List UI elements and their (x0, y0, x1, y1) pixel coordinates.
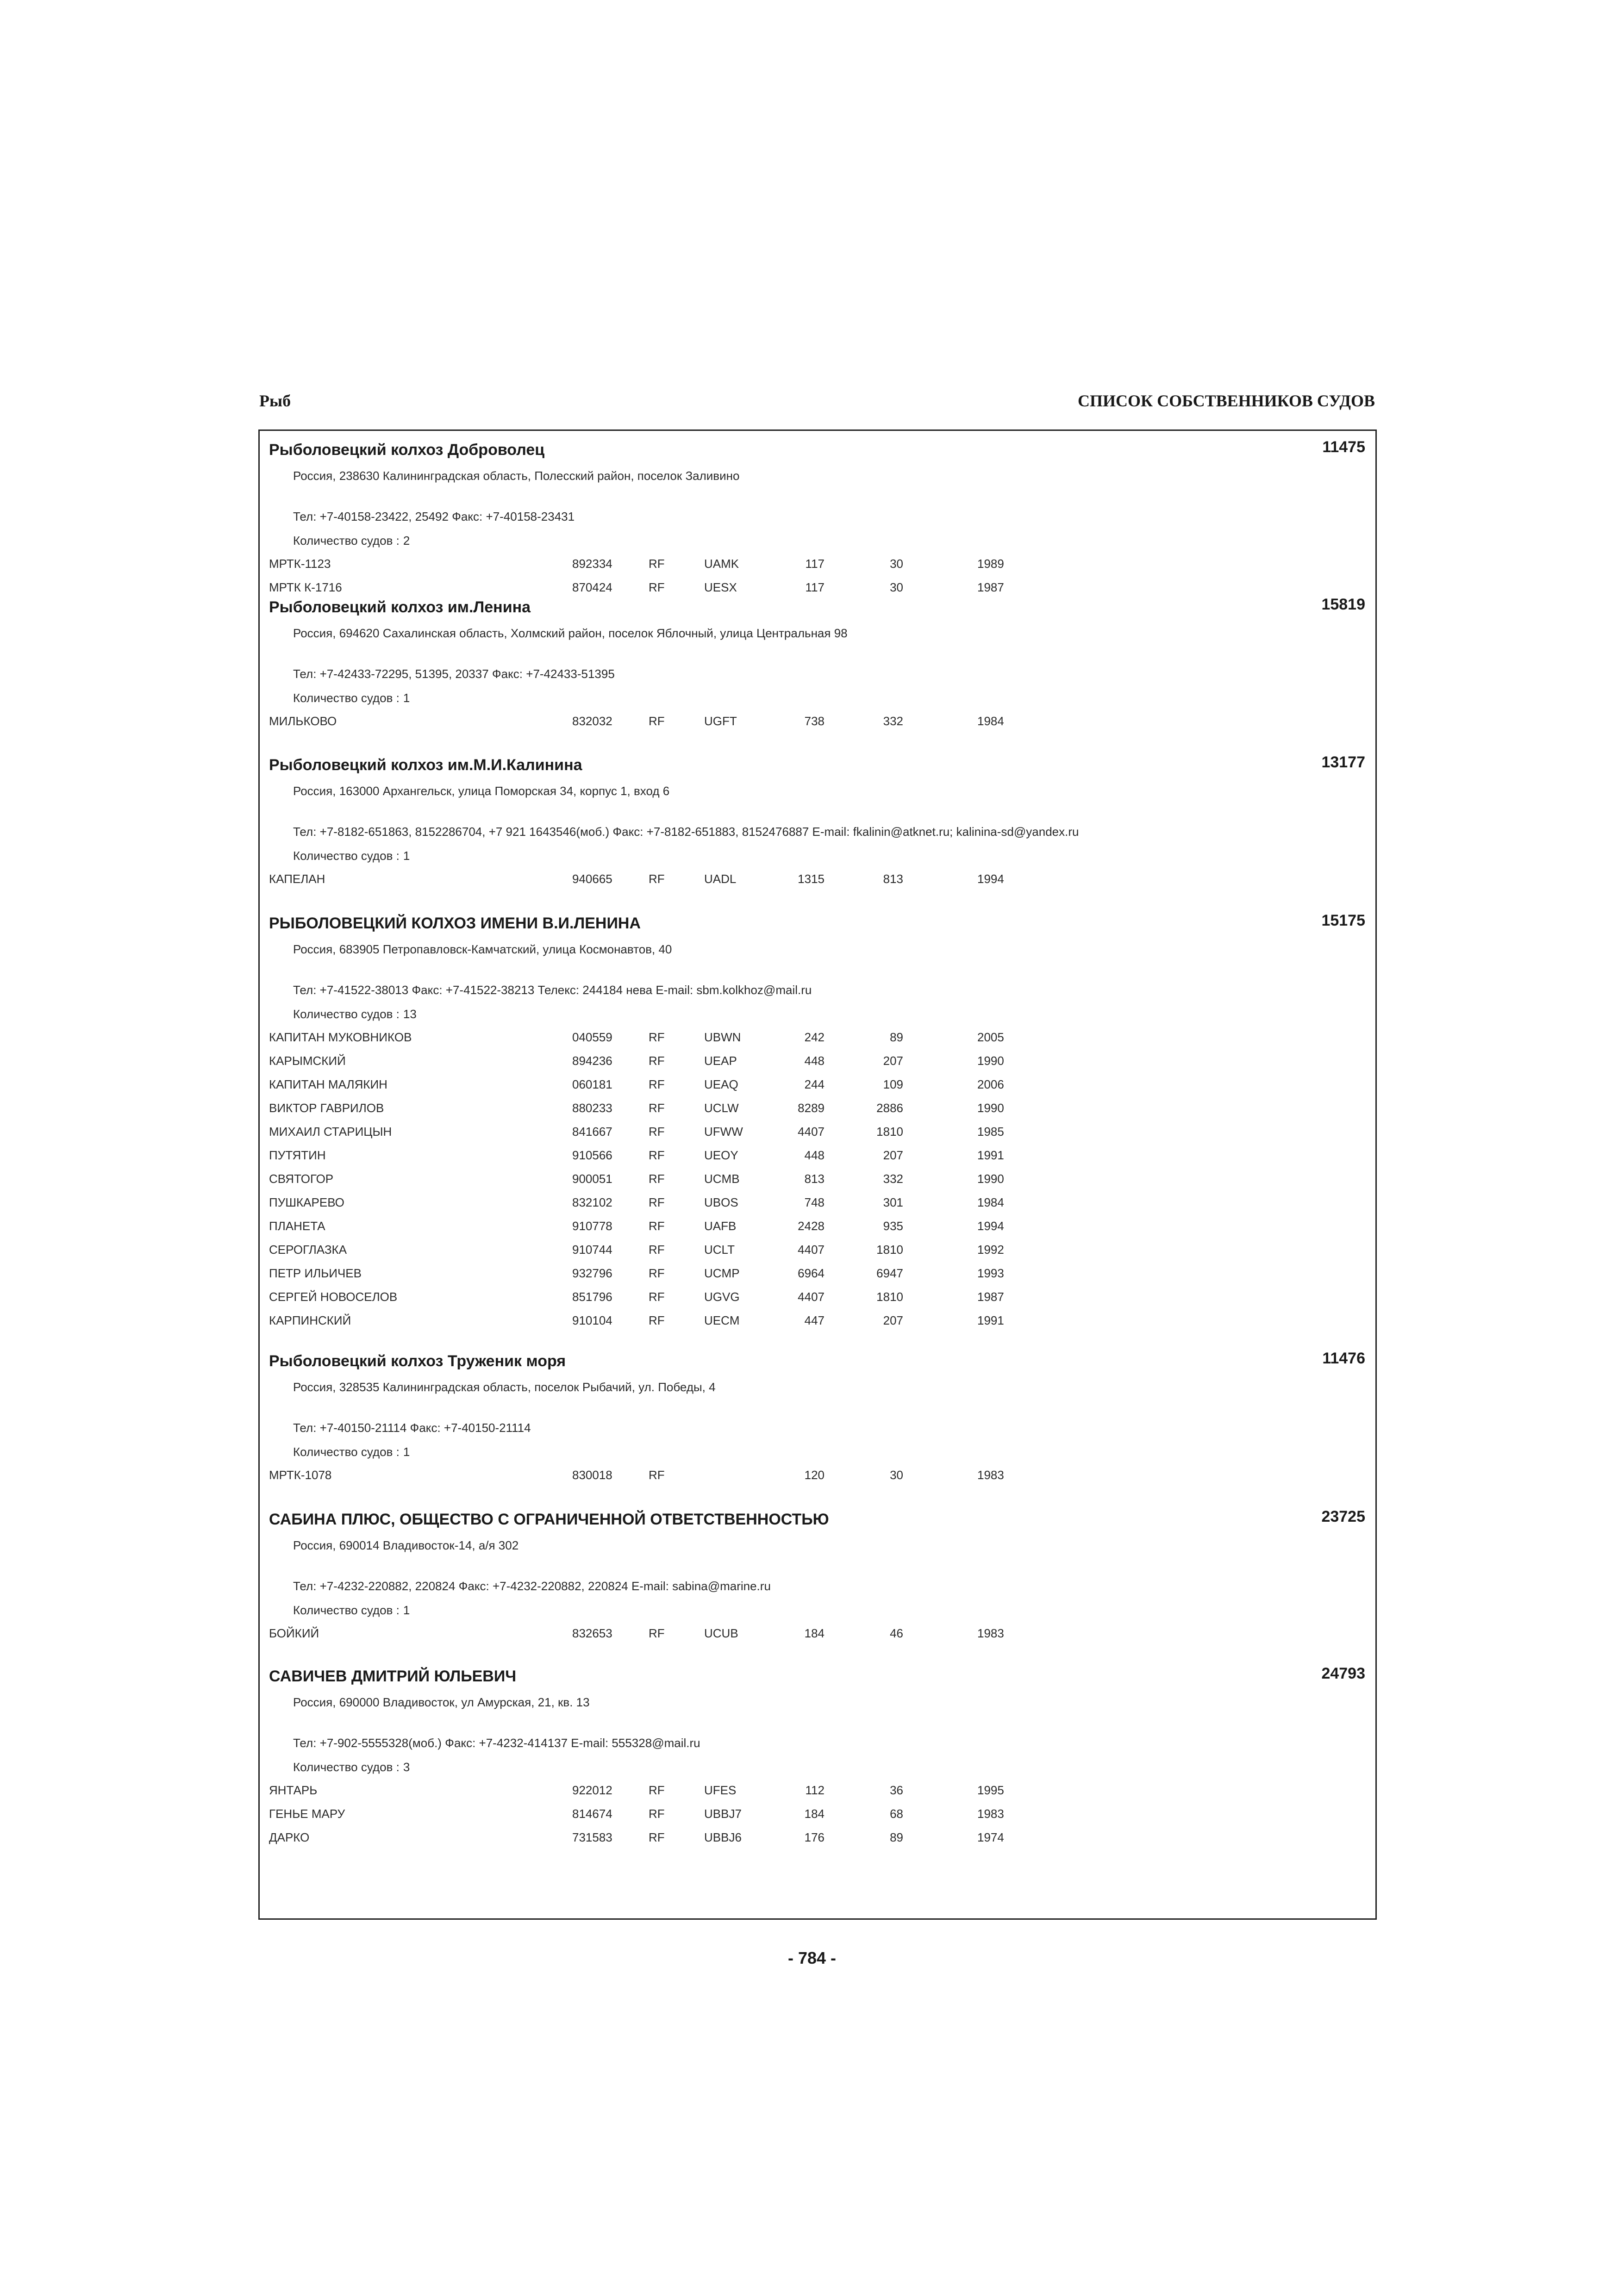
vessel-build-year: 1984 (977, 1195, 1004, 1209)
vessel-flag: RF (649, 1313, 665, 1327)
owner-id: 11475 (1322, 438, 1365, 456)
owner-contacts: Тел: +7-8182-651863, 8152286704, +7 921 1643546(моб.) Факс: +7-8182-651883, 8152476887 E-mail: fkalinin@atknet.ru; kalinina-sd@yandex.ru (293, 825, 1079, 839)
vessel-row (260, 1626, 1375, 1650)
vessel-build-year: 2005 (977, 1030, 1004, 1044)
vessel-row (260, 1313, 1375, 1337)
owner-name: РЫБОЛОВЕЦКИЙ КОЛХОЗ ИМЕНИ В.И.ЛЕНИНА (269, 915, 641, 932)
vessel-count-value: 3 (403, 1760, 410, 1774)
vessel-row (260, 1172, 1375, 1195)
owner-id: 24793 (1321, 1665, 1365, 1682)
vessel-gross-tonnage: 4407 (798, 1243, 824, 1257)
vessel-count-label: Количество судов : (293, 849, 400, 863)
vessel-row (260, 1101, 1375, 1125)
vessel-gross-tonnage: 244 (804, 1077, 824, 1091)
vessel-call-sign: UEOY (704, 1148, 738, 1162)
vessel-gross-tonnage: 448 (804, 1148, 824, 1162)
vessel-call-sign: UEAQ (704, 1077, 738, 1091)
vessel-net-tonnage: 30 (890, 557, 903, 571)
vessel-build-year: 1994 (977, 1219, 1004, 1233)
vessel-name: КАПЕЛАН (269, 872, 325, 886)
vessel-list (260, 1783, 1375, 1854)
owner-address: Россия, 238630 Калининградская область, Полесский район, поселок Заливино (293, 469, 740, 483)
vessel-flag: RF (649, 1077, 665, 1091)
vessel-gross-tonnage: 738 (804, 714, 824, 728)
vessel-flag: RF (649, 1290, 665, 1304)
vessel-call-sign: UECM (704, 1313, 740, 1327)
vessel-flag: RF (649, 1054, 665, 1068)
vessel-call-sign: UGFT (704, 714, 737, 728)
vessel-net-tonnage: 207 (883, 1313, 903, 1327)
vessel-name: СВЯТОГОР (269, 1172, 334, 1186)
vessel-name: ГЕНЬЕ МАРУ (269, 1807, 345, 1821)
vessel-row (260, 1219, 1375, 1243)
vessel-name: ВИКТОР ГАВРИЛОВ (269, 1101, 384, 1115)
vessel-count-value: 1 (403, 691, 410, 705)
vessel-gross-tonnage: 8289 (798, 1101, 824, 1115)
vessel-registry-number: 894236 (572, 1054, 612, 1068)
owner-contacts: Тел: +7-40150-21114 Факс: +7-40150-21114 (293, 1421, 531, 1435)
vessel-build-year: 1985 (977, 1125, 1004, 1139)
vessel-net-tonnage: 6947 (876, 1266, 903, 1280)
vessel-flag: RF (649, 1783, 665, 1797)
vessel-build-year: 1983 (977, 1626, 1004, 1640)
owner-contacts: Тел: +7-41522-38013 Факс: +7-41522-38213 Телекс: 244184 нева E-mail: sbm.kolkhoz@mail.ru (293, 983, 812, 997)
vessel-call-sign: UGVG (704, 1290, 740, 1304)
vessel-count-label: Количество судов : (293, 1445, 400, 1459)
vessel-registry-number: 832653 (572, 1626, 612, 1640)
vessel-name: КАПИТАН МУКОВНИКОВ (269, 1030, 412, 1044)
vessel-name: ПЛАНЕТА (269, 1219, 325, 1233)
vessel-list (260, 714, 1375, 738)
vessel-flag: RF (649, 1030, 665, 1044)
vessel-registry-number: 731583 (572, 1830, 612, 1844)
owner-address: Россия, 328535 Калининградская область, поселок Рыбачий, ул. Победы, 4 (293, 1380, 716, 1394)
owner-address: Россия, 694620 Сахалинская область, Холмский район, поселок Яблочный, улица Центральная 98 (293, 626, 848, 640)
vessel-gross-tonnage: 4407 (798, 1290, 824, 1304)
vessel-build-year: 1990 (977, 1101, 1004, 1115)
vessel-name: ЯНТАРЬ (269, 1783, 318, 1797)
vessel-call-sign: UAMK (704, 557, 739, 571)
vessel-net-tonnage: 89 (890, 1830, 903, 1844)
vessel-gross-tonnage: 184 (804, 1626, 824, 1640)
vessel-build-year: 1994 (977, 872, 1004, 886)
vessel-call-sign: UCUB (704, 1626, 738, 1640)
vessel-build-year: 1974 (977, 1830, 1004, 1844)
vessel-row (260, 1243, 1375, 1266)
owner-name: Рыболовецкий колхоз им.Ленина (269, 598, 531, 616)
vessel-net-tonnage: 36 (890, 1783, 903, 1797)
owner-contacts: Тел: +7-42433-72295, 51395, 20337 Факс: +7-42433-51395 (293, 667, 615, 681)
vessel-list (260, 1626, 1375, 1650)
vessel-flag: RF (649, 1219, 665, 1233)
vessel-call-sign: UBOS (704, 1195, 738, 1209)
owner-contacts: Тел: +7-4232-220882, 220824 Факс: +7-4232-220882, 220824 E-mail: sabina@marine.ru (293, 1579, 771, 1593)
vessel-row (260, 714, 1375, 738)
vessel-flag: RF (649, 1468, 665, 1482)
vessel-row (260, 1195, 1375, 1219)
section-abbreviation: Рыб (259, 392, 291, 410)
vessel-count (293, 849, 410, 863)
vessel-name: ДАРКО (269, 1830, 310, 1844)
vessel-flag: RF (649, 580, 665, 594)
owner-address: Россия, 163000 Архангельск, улица Поморская 34, корпус 1, вход 6 (293, 784, 670, 798)
vessel-count-value: 1 (403, 1445, 410, 1459)
vessel-net-tonnage: 301 (883, 1195, 903, 1209)
vessel-name: КАРПИНСКИЙ (269, 1313, 351, 1327)
vessel-list (260, 1030, 1375, 1337)
vessel-gross-tonnage: 242 (804, 1030, 824, 1044)
vessel-net-tonnage: 30 (890, 1468, 903, 1482)
vessel-name: СЕРГЕЙ НОВОСЕЛОВ (269, 1290, 398, 1304)
vessel-list (260, 872, 1375, 896)
vessel-net-tonnage: 109 (883, 1077, 903, 1091)
owner-contacts: Тел: +7-40158-23422, 25492 Факс: +7-40158-23431 (293, 510, 575, 523)
vessel-name: СЕРОГЛАЗКА (269, 1243, 347, 1257)
vessel-row (260, 1148, 1375, 1172)
vessel-count (293, 1760, 410, 1774)
vessel-gross-tonnage: 448 (804, 1054, 824, 1068)
vessel-net-tonnage: 46 (890, 1626, 903, 1640)
vessel-call-sign: UESX (704, 580, 737, 594)
vessel-row (260, 1290, 1375, 1313)
vessel-gross-tonnage: 748 (804, 1195, 824, 1209)
owner-id: 15819 (1321, 596, 1365, 613)
vessel-count-value: 13 (403, 1007, 417, 1021)
vessel-net-tonnage: 332 (883, 714, 903, 728)
vessel-registry-number: 900051 (572, 1172, 612, 1186)
owner-id: 11476 (1322, 1350, 1365, 1367)
vessel-count-value: 1 (403, 849, 410, 863)
vessel-count-label: Количество судов : (293, 1603, 400, 1617)
vessel-registry-number: 932796 (572, 1266, 612, 1280)
vessel-registry-number: 892334 (572, 557, 612, 571)
vessel-build-year: 2006 (977, 1077, 1004, 1091)
vessel-gross-tonnage: 112 (805, 1783, 824, 1797)
vessel-count (293, 1445, 410, 1459)
vessel-row (260, 557, 1375, 580)
owner-name: Рыболовецкий колхоз им.М.И.Калинина (269, 756, 582, 774)
vessel-call-sign: UCMB (704, 1172, 740, 1186)
vessel-call-sign: UCMP (704, 1266, 740, 1280)
vessel-row (260, 1054, 1375, 1077)
vessel-count (293, 534, 410, 548)
vessel-name: МРТК-1078 (269, 1468, 332, 1482)
vessel-net-tonnage: 207 (883, 1054, 903, 1068)
vessel-row (260, 1125, 1375, 1148)
vessel-flag: RF (649, 1243, 665, 1257)
vessel-build-year: 1992 (977, 1243, 1004, 1257)
vessel-build-year: 1987 (977, 580, 1004, 594)
vessel-flag: RF (649, 714, 665, 728)
owner-name: Рыболовецкий колхоз Доброволец (269, 441, 545, 459)
owner-id: 13177 (1321, 753, 1365, 771)
vessel-net-tonnage: 1810 (876, 1243, 903, 1257)
vessel-net-tonnage: 1810 (876, 1125, 903, 1139)
vessel-flag: RF (649, 1125, 665, 1139)
vessel-row (260, 1468, 1375, 1492)
vessel-call-sign: UBBJ7 (704, 1807, 742, 1821)
page-number: - 784 - (787, 1948, 837, 1967)
vessel-count-label: Количество судов : (293, 691, 400, 705)
vessel-row (260, 1266, 1375, 1290)
vessel-registry-number: 832102 (572, 1195, 612, 1209)
vessel-build-year: 1991 (977, 1148, 1004, 1162)
vessel-count-label: Количество судов : (293, 534, 400, 548)
vessel-flag: RF (649, 1101, 665, 1115)
vessel-name: КАПИТАН МАЛЯКИН (269, 1077, 387, 1091)
vessel-gross-tonnage: 6964 (798, 1266, 824, 1280)
vessel-flag: RF (649, 1830, 665, 1844)
vessel-flag: RF (649, 872, 665, 886)
vessel-registry-number: 814674 (572, 1807, 612, 1821)
vessel-count-label: Количество судов : (293, 1007, 400, 1021)
owner-id: 23725 (1321, 1508, 1365, 1525)
vessel-build-year: 1993 (977, 1266, 1004, 1280)
vessel-name: ПЕТР ИЛЬИЧЕВ (269, 1266, 362, 1280)
vessel-call-sign: UFWW (704, 1125, 743, 1139)
vessel-net-tonnage: 68 (890, 1807, 903, 1821)
owner-name: САВИЧЕВ ДМИТРИЙ ЮЛЬЕВИЧ (269, 1668, 517, 1685)
vessel-count (293, 691, 410, 705)
vessel-net-tonnage: 1810 (876, 1290, 903, 1304)
owner-contacts: Тел: +7-902-5555328(моб.) Факс: +7-4232-414137 E-mail: 555328@mail.ru (293, 1736, 700, 1750)
owner-address: Россия, 690014 Владивосток-14, а/я 302 (293, 1538, 519, 1552)
vessel-name: ПУТЯТИН (269, 1148, 326, 1162)
vessel-build-year: 1990 (977, 1054, 1004, 1068)
vessel-gross-tonnage: 4407 (798, 1125, 824, 1139)
vessel-registry-number: 832032 (572, 714, 612, 728)
vessel-gross-tonnage: 447 (804, 1313, 824, 1327)
vessel-list (260, 1468, 1375, 1492)
vessel-gross-tonnage: 1315 (798, 872, 824, 886)
vessel-build-year: 1990 (977, 1172, 1004, 1186)
vessel-registry-number: 060181 (572, 1077, 612, 1091)
owner-address: Россия, 690000 Владивосток, ул Амурская, 21, кв. 13 (293, 1695, 590, 1709)
vessel-name: МРТК К-1716 (269, 580, 342, 594)
vessel-gross-tonnage: 813 (804, 1172, 824, 1186)
vessel-count-value: 2 (403, 534, 410, 548)
vessel-build-year: 1991 (977, 1313, 1004, 1327)
vessel-count (293, 1007, 417, 1021)
owner-name: Рыболовецкий колхоз Труженик моря (269, 1352, 566, 1370)
vessel-call-sign: UBBJ6 (704, 1830, 742, 1844)
vessel-flag: RF (649, 1195, 665, 1209)
vessel-registry-number: 841667 (572, 1125, 612, 1139)
vessel-name: МРТК-1123 (269, 557, 331, 571)
vessel-call-sign: UCLW (704, 1101, 739, 1115)
vessel-build-year: 1995 (977, 1783, 1004, 1797)
vessel-net-tonnage: 30 (890, 580, 903, 594)
vessel-name: КАРЫМСКИЙ (269, 1054, 346, 1068)
owner-address: Россия, 683905 Петропавловск-Камчатский, улица Космонавтов, 40 (293, 942, 672, 956)
vessel-gross-tonnage: 120 (804, 1468, 824, 1482)
vessel-registry-number: 940665 (572, 872, 612, 886)
vessel-net-tonnage: 207 (883, 1148, 903, 1162)
vessel-count-value: 1 (403, 1603, 410, 1617)
vessel-call-sign: UAFB (704, 1219, 737, 1233)
page-header (259, 391, 1375, 414)
owner-id: 15175 (1321, 912, 1365, 929)
vessel-name: БОЙКИЙ (269, 1626, 319, 1640)
vessel-registry-number: 910778 (572, 1219, 612, 1233)
vessel-gross-tonnage: 2428 (798, 1219, 824, 1233)
directory-title: СПИСОК СОБСТВЕННИКОВ СУДОВ (1077, 392, 1375, 410)
vessel-registry-number: 851796 (572, 1290, 612, 1304)
vessel-call-sign: UFES (704, 1783, 737, 1797)
vessel-count-label: Количество судов : (293, 1760, 400, 1774)
vessel-net-tonnage: 2886 (876, 1101, 903, 1115)
vessel-net-tonnage: 935 (883, 1219, 903, 1233)
vessel-registry-number: 910104 (572, 1313, 612, 1327)
vessel-flag: RF (649, 1172, 665, 1186)
vessel-build-year: 1989 (977, 557, 1004, 571)
vessel-registry-number: 910744 (572, 1243, 612, 1257)
vessel-flag: RF (649, 1807, 665, 1821)
vessel-registry-number: 040559 (572, 1030, 612, 1044)
vessel-registry-number: 910566 (572, 1148, 612, 1162)
vessel-net-tonnage: 813 (883, 872, 903, 886)
vessel-gross-tonnage: 117 (805, 557, 824, 571)
vessel-row (260, 872, 1375, 896)
vessel-registry-number: 922012 (572, 1783, 612, 1797)
vessel-row (260, 1077, 1375, 1101)
vessel-row (260, 1807, 1375, 1830)
vessel-build-year: 1983 (977, 1468, 1004, 1482)
vessel-call-sign: UCLT (704, 1243, 735, 1257)
vessel-list (260, 557, 1375, 604)
vessel-call-sign: UADL (704, 872, 737, 886)
vessel-name: МИХАИЛ СТАРИЦЫН (269, 1125, 392, 1139)
vessel-name: МИЛЬКОВО (269, 714, 337, 728)
vessel-flag: RF (649, 557, 665, 571)
vessel-flag: RF (649, 1626, 665, 1640)
vessel-count (293, 1603, 410, 1618)
vessel-build-year: 1984 (977, 714, 1004, 728)
owner-name: САБИНА ПЛЮС, ОБЩЕСТВО С ОГРАНИЧЕННОЙ ОТВЕТСТВЕННОСТЬЮ (269, 1511, 829, 1528)
vessel-registry-number: 880233 (572, 1101, 612, 1115)
owners-frame (258, 429, 1377, 1920)
vessel-row (260, 1783, 1375, 1807)
vessel-row (260, 1830, 1375, 1854)
vessel-row (260, 1030, 1375, 1054)
vessel-net-tonnage: 332 (883, 1172, 903, 1186)
vessel-build-year: 1987 (977, 1290, 1004, 1304)
vessel-gross-tonnage: 184 (804, 1807, 824, 1821)
vessel-registry-number: 830018 (572, 1468, 612, 1482)
vessel-call-sign: UBWN (704, 1030, 741, 1044)
vessel-call-sign: UEAP (704, 1054, 737, 1068)
vessel-gross-tonnage: 176 (804, 1830, 824, 1844)
vessel-name: ПУШКАРЕВО (269, 1195, 344, 1209)
vessel-gross-tonnage: 117 (805, 580, 824, 594)
vessel-flag: RF (649, 1148, 665, 1162)
vessel-registry-number: 870424 (572, 580, 612, 594)
vessel-flag: RF (649, 1266, 665, 1280)
vessel-net-tonnage: 89 (890, 1030, 903, 1044)
vessel-build-year: 1983 (977, 1807, 1004, 1821)
